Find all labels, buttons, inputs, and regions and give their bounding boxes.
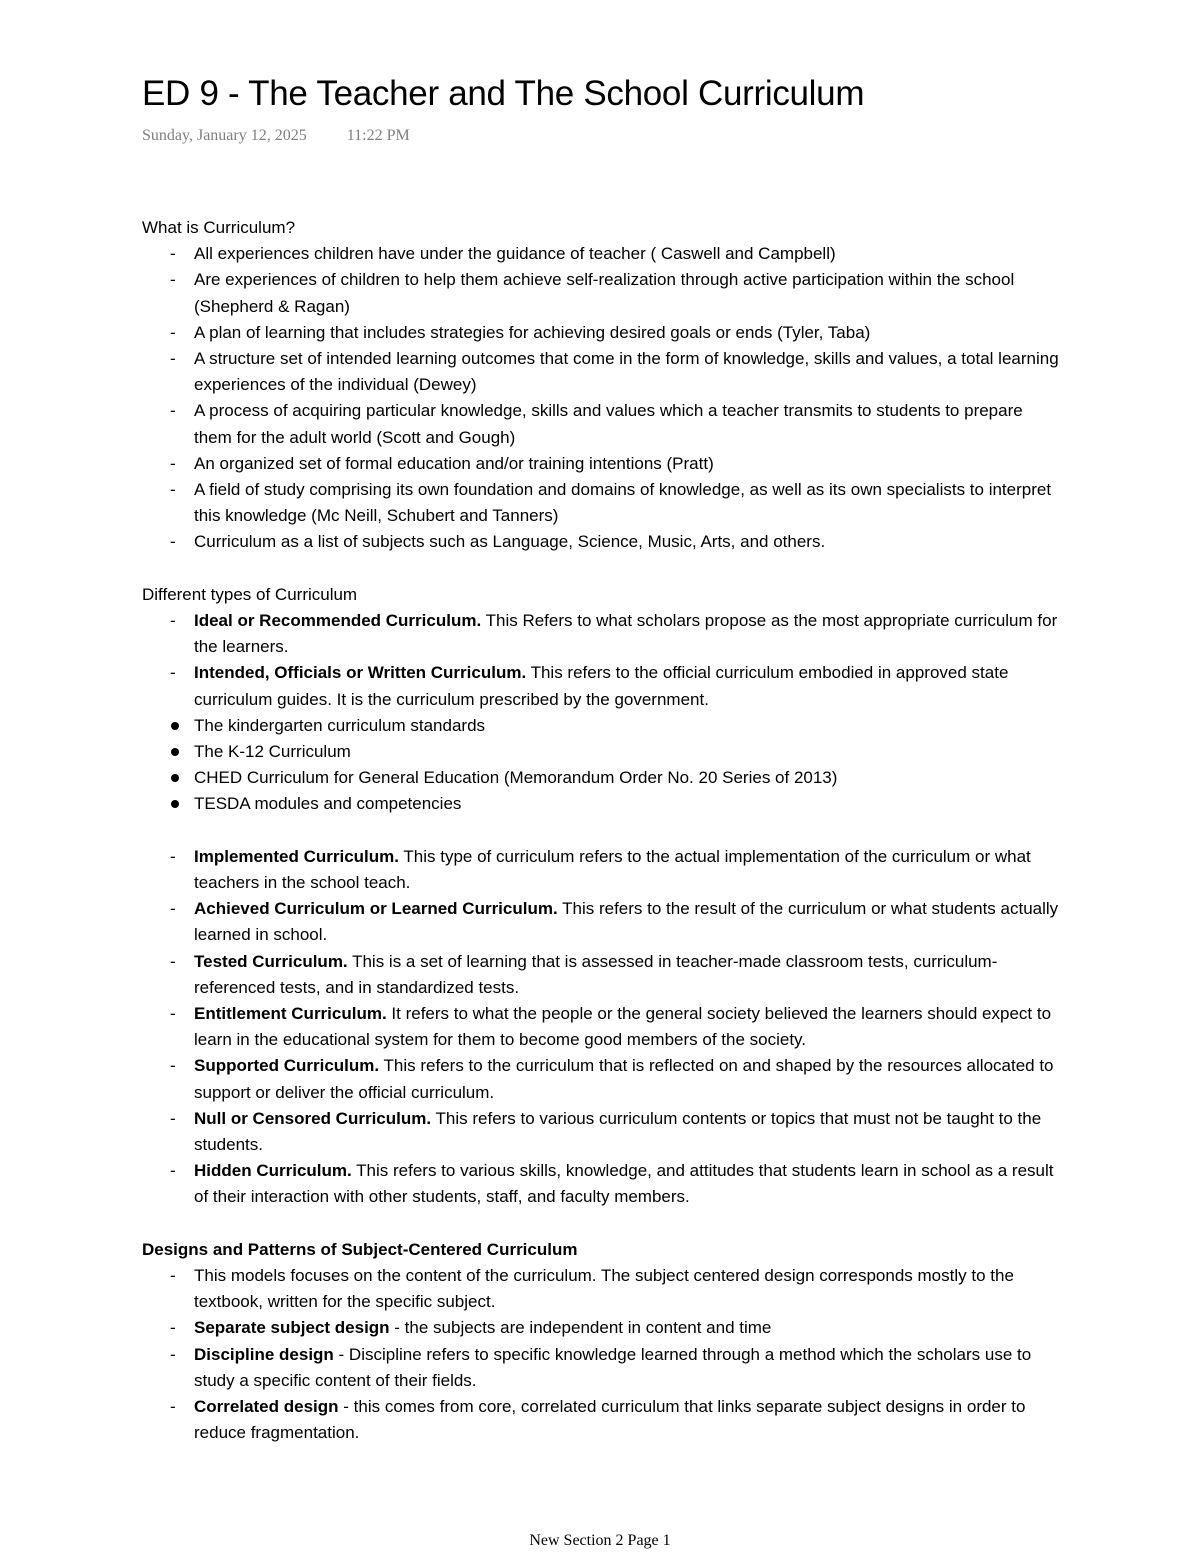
term: Entitlement Curriculum.	[194, 1004, 387, 1024]
term: Achieved Curriculum or Learned Curriculum.	[194, 899, 558, 919]
list-item	[142, 1342, 1062, 1394]
list-item	[142, 660, 1062, 712]
list-item: - A plan of learning that includes strategies for achieving desired goals or ends (Tyler, Taba)	[142, 320, 1062, 346]
list-item: - A process of acquiring particular knowledge, skills and values which a teacher transmits to students to prepare them for the adult world (Scott and Gough)	[142, 398, 1062, 450]
list-item	[142, 1053, 1062, 1105]
term: Discipline design	[194, 1344, 334, 1364]
description: - Discipline refers to specific knowledge learned through a method which the scholars use to study a specific content of their fields.	[194, 1344, 1032, 1390]
term: Tested Curriculum.	[194, 951, 348, 971]
description: This refers to the official curriculum embodied in approved state curriculum guides. It is the curriculum prescribed by the government.	[194, 663, 1009, 709]
page-time: 11:22 PM	[346, 127, 410, 144]
bullet-item: CHED Curriculum for General Education (Memorandum Order No. 20 Series of 2013)	[142, 765, 1062, 791]
page-content	[142, 215, 1062, 1447]
term: Separate subject design	[194, 1318, 390, 1338]
description: - this comes from core, correlated curriculum that links separate subject designs in order to reduce fragmentation.	[194, 1397, 1026, 1443]
term: Supported Curriculum.	[194, 1056, 380, 1076]
description: This refers to various skills, knowledge, and attitudes that students learn in school as a result of their interaction with other students, staff, and faculty members.	[194, 1161, 1054, 1207]
list-item	[142, 1394, 1062, 1446]
section-heading-types-of-curriculum: Different types of Curriculum	[142, 584, 358, 604]
curriculum-types-list	[142, 608, 1062, 713]
term: Implemented Curriculum.	[194, 846, 399, 866]
page-date: Sunday, January 12, 2025	[142, 127, 307, 144]
description: This refers to the curriculum that is reflected on and shaped by the resources allocated to support or deliver the official curriculum.	[194, 1056, 1054, 1102]
description: This models focuses on the content of the curriculum. The subject centered design corresponds mostly to the textbook, written for the specific subject.	[194, 1266, 1014, 1312]
list-item: - A field of study comprising its own foundation and domains of knowledge, as well as its own specialists to interpret this knowledge (Mc Neill, Schubert and Tanners)	[142, 477, 1062, 529]
page-meta	[142, 127, 410, 145]
list-item	[142, 1315, 1062, 1341]
description: This Refers to what scholars propose as the most appropriate curriculum for the learners.	[194, 611, 1058, 657]
list-item: - An organized set of formal education and/or training intentions (Pratt)	[142, 451, 1062, 477]
bullet-item: TESDA modules and competencies	[142, 791, 1062, 817]
design-patterns-list	[142, 1263, 1062, 1446]
list-item	[142, 844, 1062, 896]
list-item	[142, 896, 1062, 948]
page-footer: New Section 2 Page 1	[529, 1532, 671, 1549]
term: Hidden Curriculum.	[194, 1161, 352, 1181]
term: Correlated design	[194, 1397, 339, 1417]
list-item	[142, 1106, 1062, 1158]
description: It refers to what the people or the general society believed the learners should expect to learn in the educational system for them to become good members of the society.	[194, 1004, 1052, 1050]
bullet-item: The K-12 Curriculum	[142, 739, 1062, 765]
list-item: - A structure set of intended learning outcomes that come in the form of knowledge, skills and values, a total learning experiences of the individual (Dewey)	[142, 346, 1062, 398]
description: This refers to various curriculum contents or topics that must not be taught to the students.	[194, 1108, 1042, 1155]
definition-list	[142, 241, 1062, 555]
intended-curriculum-examples	[142, 713, 1062, 818]
description: This type of curriculum refers to the actual implementation of the curriculum or what teachers in the school teach.	[194, 846, 1031, 893]
list-item: - Curriculum as a list of subjects such as Language, Science, Music, Arts, and others.	[142, 529, 1062, 555]
list-item	[142, 1263, 1062, 1315]
description: - the subjects are independent in content and time	[389, 1318, 772, 1338]
curriculum-types-list-continued	[142, 844, 1062, 1211]
list-item: - All experiences children have under the guidance of teacher ( Caswell and Campbell)	[142, 241, 1062, 267]
page-title: ED 9 - The Teacher and The School Curriculum	[142, 74, 865, 113]
bullet-item: The kindergarten curriculum standards	[142, 713, 1062, 739]
term: Null or Censored Curriculum.	[194, 1108, 432, 1128]
section-heading-subject-centered-designs: Designs and Patterns of Subject-Centered Curriculum	[142, 1239, 578, 1259]
section-heading-what-is-curriculum: What is Curriculum?	[142, 218, 296, 237]
list-item	[142, 1001, 1062, 1053]
term: Ideal or Recommended Curriculum.	[194, 611, 482, 631]
list-item: - Are experiences of children to help them achieve self-realization through active participation within the school (Shepherd & Ragan)	[142, 267, 1062, 319]
term: Intended, Officials or Written Curriculum.	[194, 663, 527, 683]
list-item	[142, 1158, 1062, 1210]
description: This is a set of learning that is assessed in teacher-made classroom tests, curriculum-referenced tests, and in standardized tests.	[194, 951, 998, 997]
list-item	[142, 949, 1062, 1001]
list-item	[142, 608, 1062, 660]
description: This refers to the result of the curriculum or what students actually learned in school.	[194, 899, 1059, 945]
